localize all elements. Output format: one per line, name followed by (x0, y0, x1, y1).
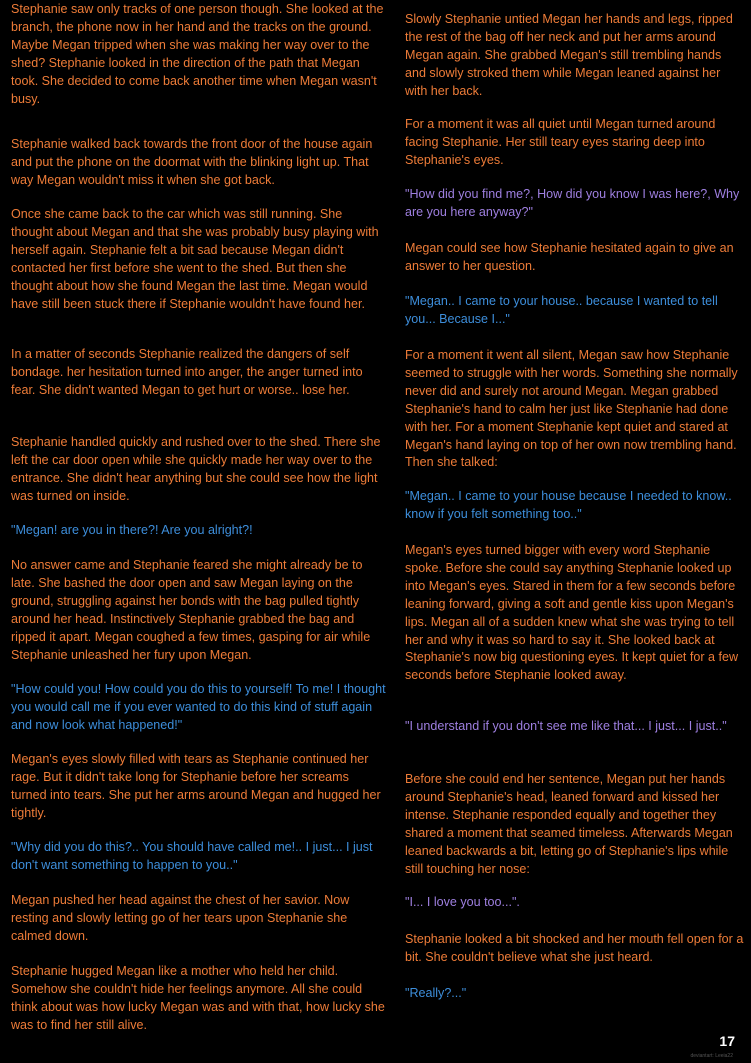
artist-credit: deviantart: Leeia22 (690, 1053, 733, 1059)
paragraph: No answer came and Stephanie feared she might already be to late. She bashed the door open and saw Megan laying on the ground, struggling against her bonds with the bag pulled tightly around her head. Instinctively Stephanie grabbed the bag and ripped it apart. Megan coughed a few times, gasping for air while Stephanie unleashed her fury upon Megan. (11, 558, 371, 662)
paragraph: Stephanie looked a bit shocked and her mouth fell open for a bit. She couldn't believe what she just heard. (405, 932, 744, 964)
paragraph: For a moment it went all silent, Megan saw how Stephanie seemed to struggle with her words. Something she normally never did and surely not around Megan. Megan grabbed Stephanie's hand to calm her just like Stephanie had done with her. For a moment Stephanie kept quiet and stared at Megan's hand laying on top of her own now trembling hand. Then she talked: (405, 348, 738, 470)
stephanie-dialogue: "How could you! How could you do this to yourself! To me! I thought you would call me if you ever wanted to do this kind of stuff again and now look what happened!" (11, 682, 386, 732)
paragraph: Slowly Stephanie untied Megan her hands and legs, ripped the rest of the bag off her neck and put her arms around Megan again. She grabbed Megan's still trembling hands and slowly stroked them while Megan leaned against her with her back. (405, 12, 733, 98)
paragraph: Stephanie saw only tracks of one person though. She looked at the branch, the phone now in her hand and the tracks on the ground. Maybe Megan tripped when she was making her way over to the shed? Stephanie looked in the direction of the path that Megan took. She decided to come back another time when Megan wasn't busy. (11, 2, 384, 106)
paragraph: Stephanie hugged Megan like a mother who held her child. Somehow she couldn't hide her feelings anymore. All she could think about was how lucky Megan was and with that, how lucky she was to find her still alive. (11, 964, 385, 1032)
paragraph: For a moment it was all quiet until Megan turned around facing Stephanie. Her still teary eyes staring deep into Stephanie's eyes. (405, 117, 716, 167)
stephanie-dialogue: "Megan.. I came to your house because I needed to know.. know if you felt something too.." (405, 489, 732, 521)
paragraph: Megan's eyes turned bigger with every word Stephanie spoke. Before she could say anything Stephanie looked up into Megan's eyes. Stared in them for a few seconds before leaning forward, giving a soft and gentle kiss upon Megan's lips. Megan all of a sudden knew what she was trying to tell her and why it was so hard to say it. She looked back at Stephanie's now big questioning eyes. It kept quiet for a few seconds before Stephanie looked away. (405, 543, 739, 683)
stephanie-dialogue: "Megan! are you in there?! Are you alright?! (11, 523, 253, 537)
stephanie-dialogue: "Megan.. I came to your house.. because I wanted to tell you... Because I..." (405, 294, 718, 326)
megan-dialogue: "I understand if you don't see me like that... I just... I just.." (405, 719, 727, 733)
paragraph: Before she could end her sentence, Megan put her hands around Stephanie's head, leaned forward and kissed her intense. Stephanie responded equally and together they shared a moment that seamed timeless. Afterwards Megan leaned backwards a bit, letting go of Stephanie's lips while still touching her nose: (405, 772, 733, 876)
paragraph: Stephanie handled quickly and rushed over to the shed. There she left the car door open while she quickly made her way over to the entrance. She didn't hear anything but she could see how the light was turned on inside. (11, 435, 381, 503)
paragraph: Megan could see how Stephanie hesitated again to give an answer to her question. (405, 241, 734, 273)
stephanie-dialogue: "Why did you do this?.. You should have called me!.. I just... I just don't want something to happen to you.." (11, 840, 373, 872)
page-number: 17 (719, 1033, 735, 1049)
paragraph: In a matter of seconds Stephanie realized the dangers of self bondage. her hesitation turned into anger, the anger turned into fear. She didn't wanted Megan to get hurt or worse.. lose her. (11, 347, 363, 397)
paragraph: Stephanie walked back towards the front door of the house again and put the phone on the doormat with the blinking light up. That way Megan wouldn't miss it when she got back. (11, 137, 373, 187)
paragraph: Once she came back to the car which was still running. She thought about Megan and that she was probably busy playing with herself again. Stephanie felt a bit sad because Megan didn't contacted her first before she went to the shed. But then she thought about how she found Megan the last time. Megan would have still been stuck there if Stephanie wouldn't have found her. (11, 207, 379, 311)
paragraph: Megan pushed her head against the chest of her savior. Now resting and slowly letting go of her tears upon Stephanie she calmed down. (11, 893, 350, 943)
megan-dialogue: "I... I love you too...". (405, 895, 520, 909)
paragraph: Megan's eyes slowly filled with tears as Stephanie continued her rage. But it didn't take long for Stephanie before her screams turned into tears. She put her arms around Megan and hugged her tightly. (11, 752, 381, 820)
stephanie-dialogue: "Really?..." (405, 986, 467, 1000)
megan-dialogue: "How did you find me?, How did you know I was here?, Why are you here anyway?" (405, 187, 740, 219)
